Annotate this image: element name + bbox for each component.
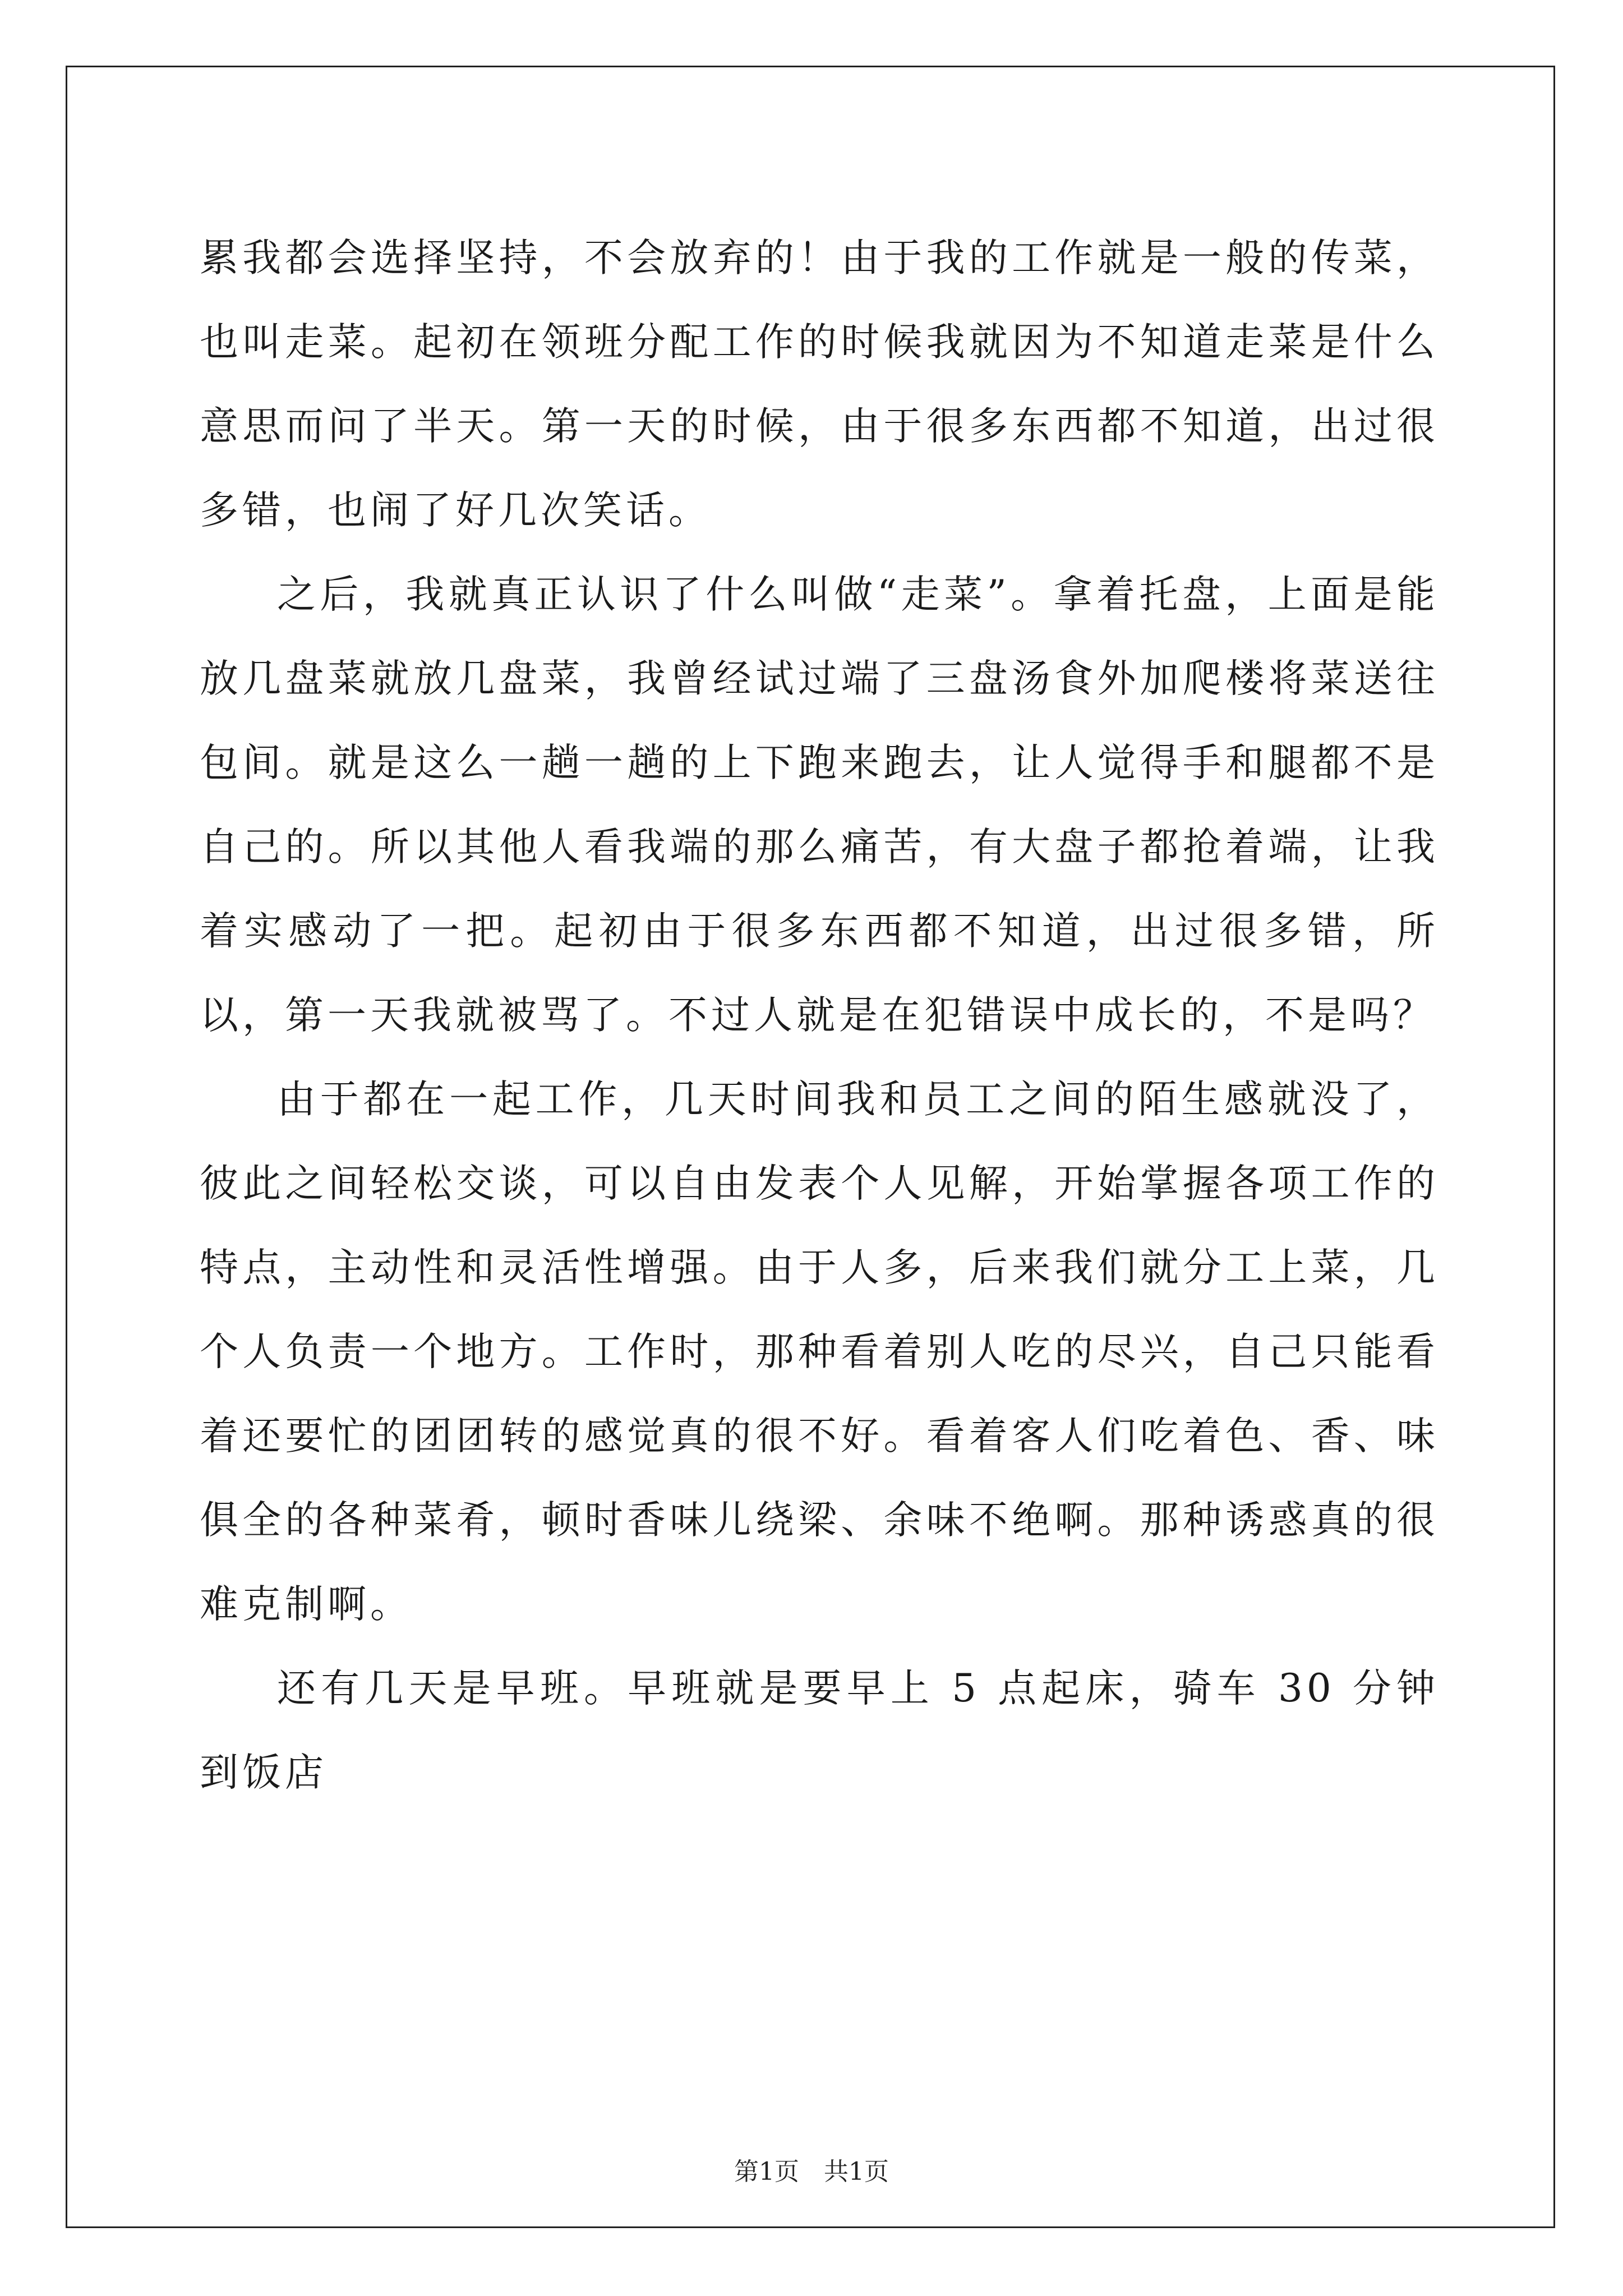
paragraph: 之后，我就真正认识了什么叫做“走菜”。拿着托盘，上面是能放几盘菜就放几盘菜，我曾经试过端了三盘汤食外加爬楼将菜送往包间。就是这么一趟一趟的上下跑来跑去，让人觉得手和腿都不是自己的。所以其他人看我端的那么痛苦，有大盘子都抢着端，让我着实感动了一把。起初由于很多东西都不知道，出过很多错，所以，第一天我就被骂了。不过人就是在犯错误中成长的，不是吗？	[200, 572, 1439, 1038]
document-body	[200, 216, 1439, 1815]
paragraph: 还有几天是早班。早班就是要早上 5 点起床，骑车 30 分钟到饭店	[200, 1666, 1439, 1795]
paragraph: 累我都会选择坚持，不会放弃的！由于我的工作就是一般的传菜，也叫走菜。起初在领班分配工作的时候我就因为不知道走菜是什么意思而问了半天。第一天的时候，由于很多东西都不知道，出过很多错，也闹了好几次笑话。	[200, 236, 1439, 533]
paragraph: 由于都在一起工作，几天时间我和员工之间的陌生感就没了，彼此之间轻松交谈，可以自由发表个人见解，开始掌握各项工作的特点，主动性和灵活性增强。由于人多，后来我们就分工上菜，几个人负责一个地方。工作时，那种看着别人吃的尽兴，自己只能看着还要忙的团团转的感觉真的很不好。看着客人们吃着色、香、味俱全的各种菜肴，顿时香味儿绕梁、余味不绝啊。那种诱惑真的很难克制啊。	[200, 1077, 1439, 1627]
page-number-footer: 第1页 共1页	[734, 2157, 889, 2186]
